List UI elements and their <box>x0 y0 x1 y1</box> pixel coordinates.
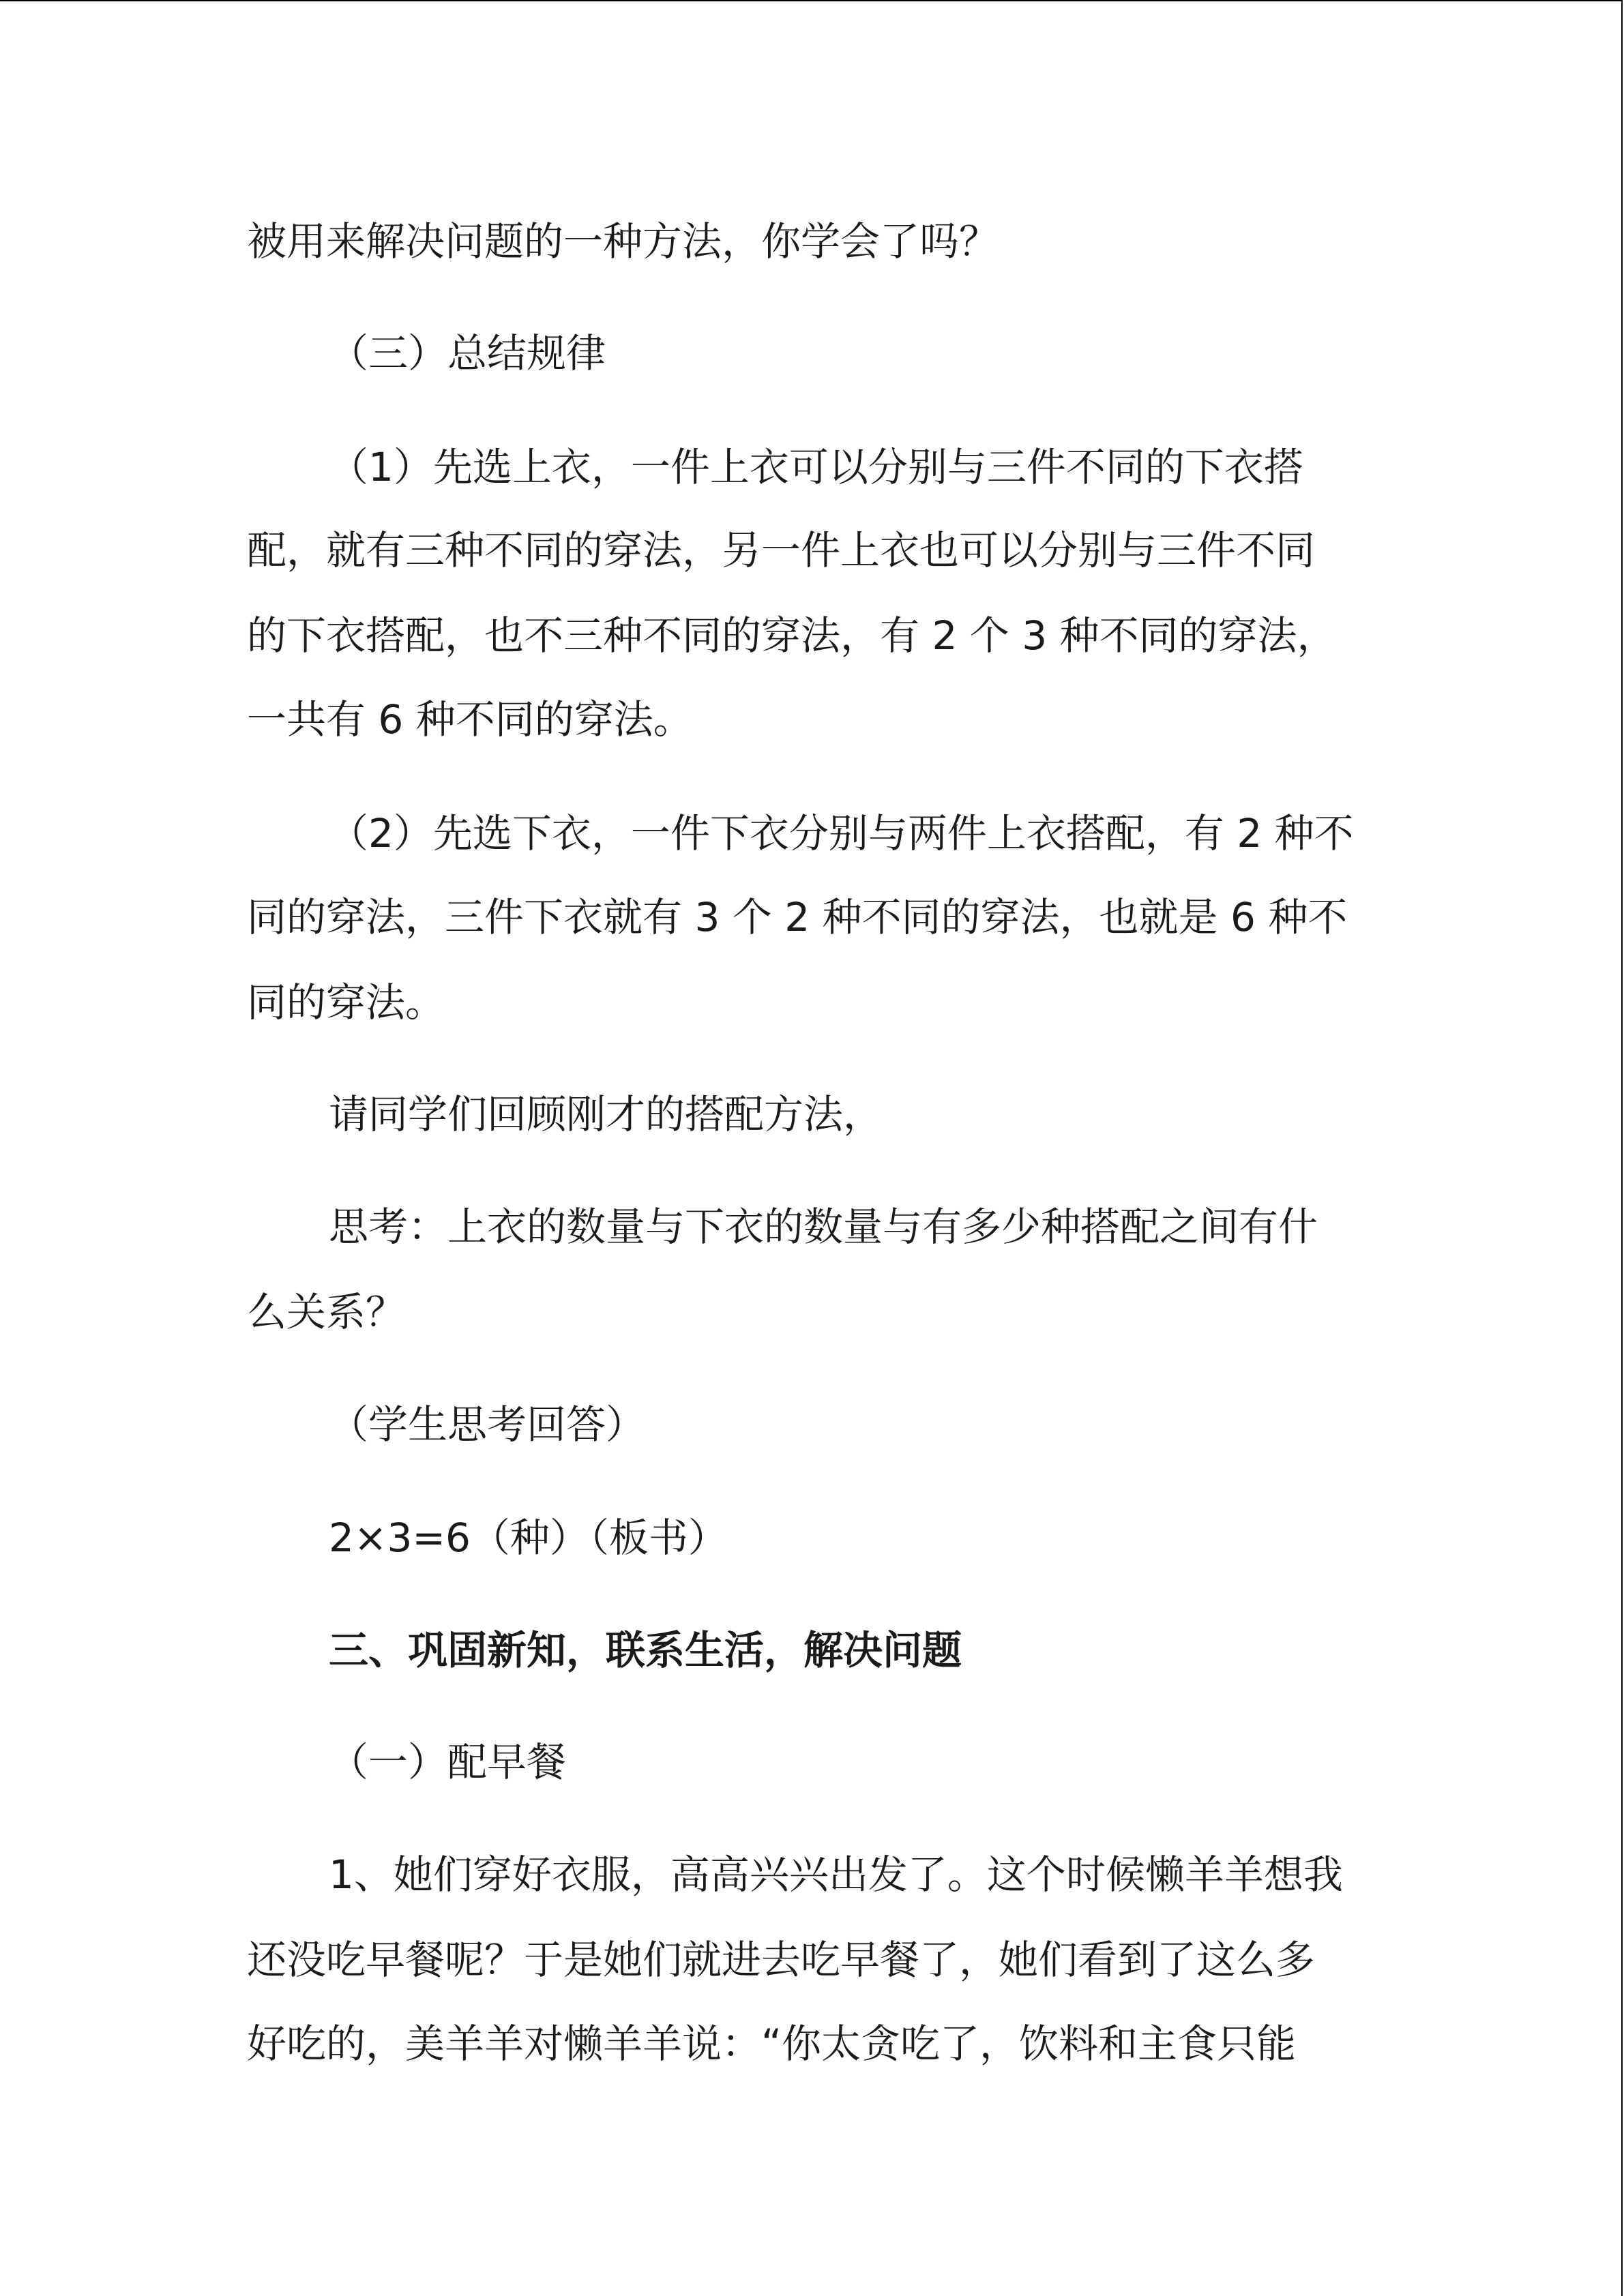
text-line: 请同学们回顾刚才的搭配方法， <box>329 1091 883 1137</box>
text-line: （1）先选上衣，一件上衣可以分别与三件不同的下衣搭 <box>329 444 1303 490</box>
text-line: 么关系？ <box>247 1289 406 1335</box>
formula-line: 2×3=6（种）（板书） <box>329 1515 728 1561</box>
text-line: 同的穿法，三件下衣就有 3 个 2 种不同的穿法，也就是 6 种不 <box>247 894 1348 940</box>
text-line: 被用来解决问题的一种方法，你学会了吗？ <box>247 218 999 265</box>
text-line: 同的穿法。 <box>247 979 445 1026</box>
text-line: 思考：上衣的数量与下衣的数量与有多少种搭配之间有什 <box>329 1204 1318 1250</box>
text-line: 的下衣搭配，也不三种不同的穿法，有 2 个 3 种不同的穿法， <box>247 612 1337 659</box>
text-line: 还没吃早餐呢？于是她们就进去吃早餐了，她们看到了这么多 <box>247 1937 1316 1983</box>
text-line: 一共有 6 种不同的穿法。 <box>247 696 693 743</box>
text-line: （学生思考回答） <box>329 1401 646 1448</box>
subsection-heading: （一）配早餐 <box>329 1739 567 1785</box>
text-line: 好吃的，美羊羊对懒羊羊说：“你太贪吃了，饮料和主食只能 <box>247 2021 1297 2067</box>
section-heading: 三、巩固新知，联系生活，解决问题 <box>329 1627 962 1673</box>
text-line: （2）先选下衣，一件下衣分别与两件上衣搭配，有 2 种不 <box>329 810 1354 856</box>
text-line: 1、她们穿好衣服，高高兴兴出发了。这个时候懒羊羊想我 <box>329 1851 1343 1898</box>
section-heading: （三）总结规律 <box>329 330 606 376</box>
text-line: 配，就有三种不同的穿法，另一件上衣也可以分别与三件不同 <box>247 527 1316 573</box>
